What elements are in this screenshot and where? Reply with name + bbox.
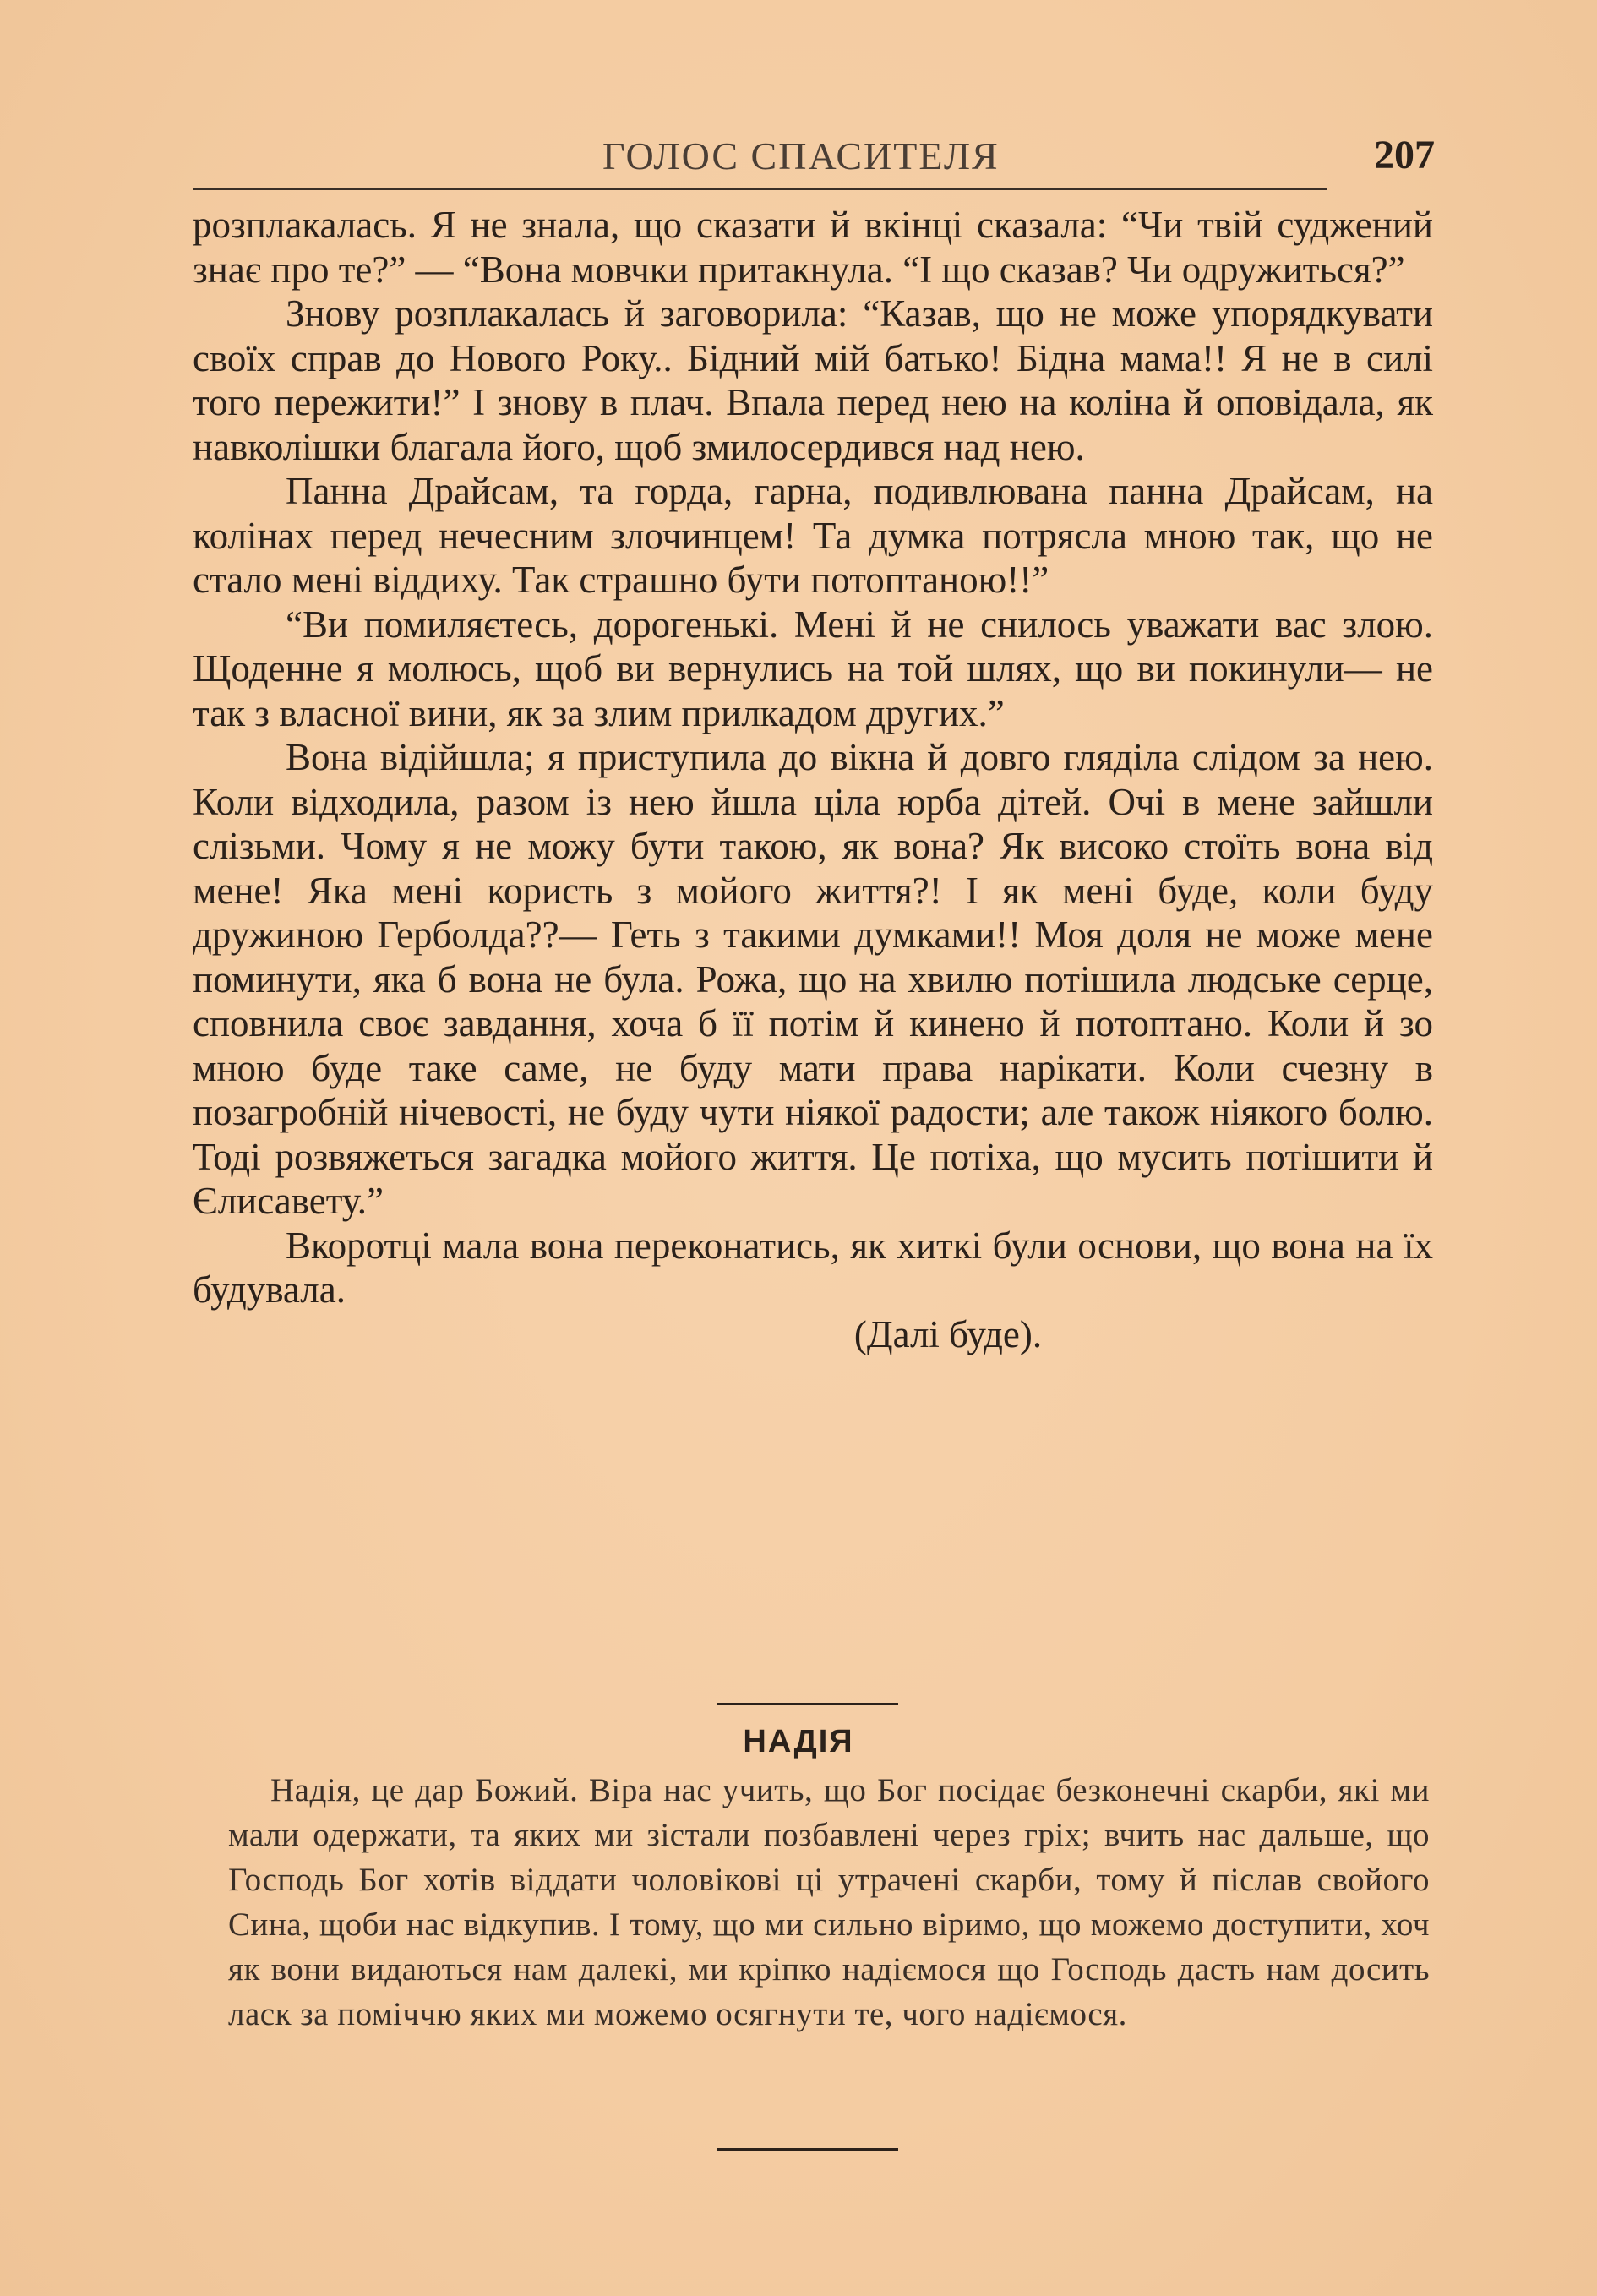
paragraph: Панна Драйсам, та горда, гарна, подивлювана панна Драйсам, на колінах перед нечесним злочинцем! Та думка потрясла мною так, що не стало мені віддиху. Так страшно бути потоптаною!!” <box>193 470 1433 601</box>
page-header <box>193 127 1435 186</box>
section-title: НАДІЯ <box>743 1724 854 1759</box>
continued-note: (Далі буде). <box>853 1312 1043 1355</box>
end-divider <box>717 2148 898 2151</box>
header-rule <box>193 188 1327 190</box>
section-divider <box>717 1703 898 1705</box>
paragraph: Знову розплакалась й заговорила: “Казав, що не може упорядкувати своїх справ до Нового Року.. Бідний мій батько! Бідна мама!! Я не в силі того пережити!” І знову в плач. Впала перед нею на коліна й оповідала, як навколішки благала його, щоб змилосердився над нею. <box>193 292 1433 468</box>
section-body <box>228 1768 1430 2037</box>
paragraph: Вона відійшла; я приступила до вікна й довго гляділа слідом за нею. Коли відходила, разом із нею йшла ціла юрба дітей. Очі в мене зайшли слізьми. Чому я не можу бути такою, як вона? Як високо стоїть вона від мене! Яка мені користь з мойого життя?! І як мені буде, коли буду дружиною Герболда??— Геть з такими думками!! Моя доля не може мене поминути, яка б вона не була. Рожа, що на хвилю потішила людське серце, сповнила своє завдання, хоча б її потім й кинено й потоптано. Коли й зо мною буде таке саме, не буду мати права нарікати. Коли счезну в позагробній нічевості, не буду чути ніякої радости; але також ніякого болю. Тоді розвяжеться загадка мойого життя. Це потіха, що мусить потішити й Єлисавету.” <box>193 736 1433 1222</box>
article-body <box>193 203 1433 1356</box>
paragraph: розплакалась. Я не знала, що сказати й вкінці сказала: “Чи твій суджений знає про те?” — “Вона мовчки притакнула. “І що сказав? Чи одружиться?” <box>193 204 1433 291</box>
paragraph: Вкоротці мала вона переконатись, як хиткі були основи, що вона на їх будувала. <box>193 1224 1433 1311</box>
page-number: 207 <box>1374 133 1435 177</box>
running-title: ГОЛОС СПАСИТЕЛЯ <box>602 134 1000 177</box>
paragraph: “Ви помиляєтесь, дорогенькі. Мені й не снилось уважати вас злою. Щоденне я молюсь, щоб ви вернулись на той шлях, що ви покинули— не так з власної вини, як за злим прилкадом других.” <box>193 603 1433 734</box>
section-paragraph: Надія, це дар Божий. Віра нас учить, що Бог посідає безконечні скарби, які ми мали одержати, та яких ми зістали позбавлені через гріх; вчить нас дальше, що Господь Бог хотів віддати чоловікові ці утрачені скарби, тому й післав свойого Сина, щоби нас відкупив. І тому, що ми сильно віримо, що можемо доступити, хоч як вони видаються нам далекі, ми кріпко надіємося що Господь дасть нам досить ласк за поміччю яких ми можемо осягнути те, чого надіємося. <box>228 1772 1430 2032</box>
